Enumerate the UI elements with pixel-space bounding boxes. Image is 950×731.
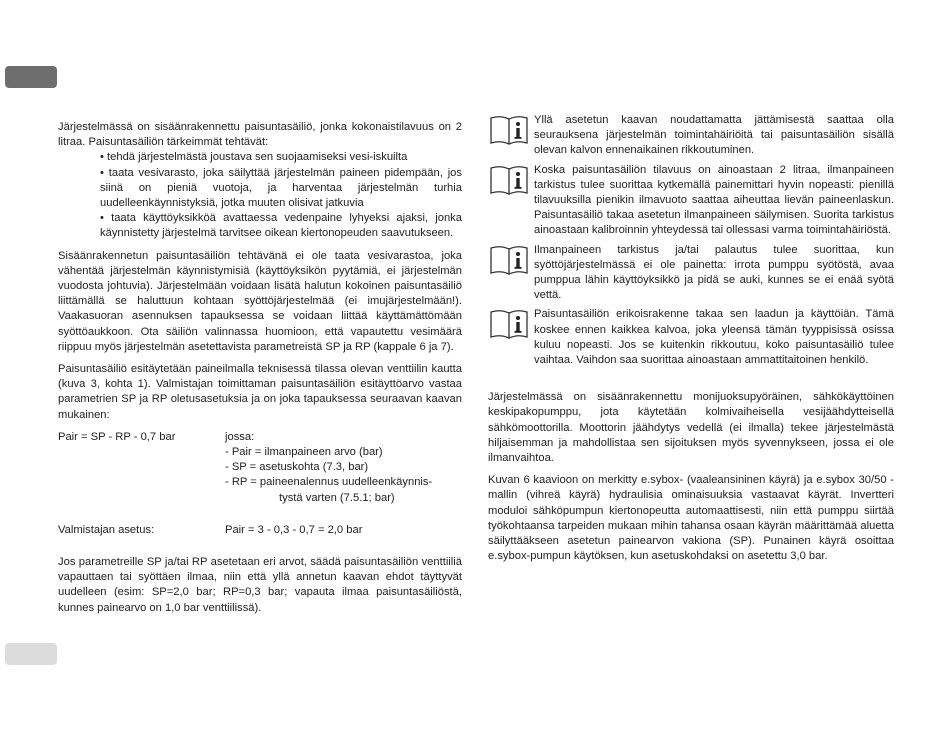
left-column bbox=[58, 120, 462, 623]
pump-description bbox=[488, 390, 894, 564]
formula-item: - RP = paineenalennus uudelleenkäynnis- bbox=[225, 476, 433, 489]
pressure-formula bbox=[58, 430, 462, 506]
paragraph-curves: Kuvan 6 kaavioon on merkitty e.sybox- (vaaleansininen käyrä) ja e.sybox 30/50 -mallin (vihreä käyrä) hydraulisia ominaisuuksia vastaavat käyrät. Invertteri moduloi sähköpumpun kiertonopeutta automaattisesti, niin että pumppu siirtää työkohtaansa tarpeiden mukaan mihin tahansa osaan käyrän määrittämää aluetta säilyttääkseen asetetun painearvon vakiona (SP). Punainen käyrä osoittaa e.sybox-pumpun käytöksen, kun asetuskohdaksi on asetettu 3,0 bar. bbox=[488, 474, 894, 563]
right-column bbox=[488, 113, 894, 571]
note-block bbox=[488, 307, 894, 368]
formula-where: jossa: bbox=[225, 430, 255, 443]
formula-expression: Pair = SP - RP - 0,7 bar bbox=[58, 430, 176, 443]
note-text: Paisuntasäiliön erikoisrakenne takaa sen laadun ja käyttöiän. Tämä koskee ennen kaikkea kalvoa, joka yleensä tämän tyyppisissä osissa kuluu nopeasti. Jos se kuitenkin rikkoutuu, koko paisuntasäiliö tulee vaihtaa. Vaihdon saa suorittaa ainoastaan ammattitaitoinen henkilö. bbox=[534, 308, 894, 367]
paragraph-tank-role: Sisäänrakennetun paisuntasäiliön tehtävänä ei ole taata vesivarastoa, joka vähentää järjestelmän käynnistymisiä (käyttöyksikön pyytämiä, ei järjestelmän vuodosta johtuvia). Järjestelmään voidaan lisätä halutun kokoinen paisuntasäiliö liittämällä se haluttuun kohtaan syöttöjärjestelmää (ei imujärjestelmään!). Vaakasuoran asennuksen tapauksessa se voidaan liittää käyttämättömään syöttöaukkoon. Ota säiliön valinnassa huomioon, että vapautettu vesimäärä riippuu myös järjestelmän asetettavista parametreistä SP ja RP (kappale 6 ja 7). bbox=[58, 249, 462, 353]
manual-info-icon bbox=[488, 308, 534, 340]
paragraph-adjust: Jos parametreille SP ja/tai RP asetetaan eri arvot, säädä paisuntasäiliön venttiiliä vapauttaen tai syöttäen ilmaa, niin että yllä annetun kaavan ehdot täyttyvät uudelleen (esim: SP=2,0 bar; RP=0,3 bar; vapauta ilmaa paisuntasäiliöstä, kunnes painearvo on 1,0 bar venttiilissä). bbox=[58, 556, 462, 614]
note-text: Yllä asetetun kaavan noudattamatta jättämisestä saattaa olla seurauksena järjestelmän toimintahäiriöitä tai paisuntasäiliön sisällä olevan kalvon ennenaikainen rikkoutuminen. bbox=[534, 114, 894, 157]
manual-info-icon bbox=[488, 164, 534, 196]
paragraph-precharge: Paisuntasäiliö esitäytetään paineilmalla teknisessä tilassa olevan venttiilin kautta (kuva 3, kohta 1). Valmistajan toimittaman paisuntasäiliön esitäyttöarvo vastaa parametrien SP ja RP oletusasetuksia ja on joka tapauksessa seuraavan kaavan mukainen: bbox=[58, 363, 462, 421]
manual-info-icon bbox=[488, 114, 534, 146]
note-text: Koska paisuntasäiliön tilavuus on ainoastaan 2 litraa, ilmanpaineen tarkistus tulee suorittaa kytkemällä painemittari hyvin nopeasti: pienillä tilavuuksilla pienikin ilmavuoto saattaa aiheuttaa lievän paineenlaskun. Paisuntasäiliö takaa asetetun ilmanpaineen säilymisen. Suorita tarkistus ainoastaan kalibroinnin yhteydessä tai ollessasi varma toimintahäiriöstä. bbox=[534, 163, 894, 237]
factory-setting bbox=[58, 523, 462, 538]
note-block bbox=[488, 163, 894, 239]
page-tab-bottom bbox=[5, 643, 57, 665]
note-block bbox=[488, 243, 894, 304]
list-item: • tehdä järjestelmästä joustava sen suojaamiseksi vesi-iskuilta bbox=[100, 151, 408, 164]
list-item: • taata vesivarasto, joka säilyttää järjestelmän paineen pidempään, jos siinä on pieniä vuotoja, ja harventaa järjestelmän turhia uudelleenkäynnistyksiä, jotka muuten olisivat jatkuvia bbox=[100, 166, 462, 210]
formula-legend bbox=[225, 430, 462, 506]
manual-info-icon bbox=[488, 244, 534, 276]
formula-item: - Pair = ilmanpaineen arvo (bar) bbox=[225, 446, 383, 459]
list-item: • taata käyttöyksikköä avattaessa vedenpaine lyhyeksi ajaksi, jonka käynnistetty järjestelmä tarvitsee oikean kiertonopeuden saavutukseen. bbox=[100, 212, 462, 240]
function-list bbox=[58, 150, 462, 241]
factory-setting-label: Valmistajan asetus: bbox=[58, 523, 155, 536]
note-text: Ilmanpaineen tarkistus ja/tai palautus tulee suorittaa, kun syöttöjärjestelmässä ei ole painetta: irrota pumppu syötöstä, avaa pumppua lähin käyttöyksikkö ja pidä se auki, kunnes se ei enää syötä vettä. bbox=[534, 243, 894, 302]
paragraph-pump: Järjestelmässä on sisäänrakennettu monijuoksupyöräinen, sähkökäyttöinen keskipakopumppu, jota käytetään kolmivaiheisella vesijäähdytteisellä sähkömoottorilla. Moottorin jäähdytys vedellä (ei ilmalla) tekee järjestelmästä hiljaisemman ja mahdollistaa sen sijoituksen myös syvennykseen, jossa ei ole ilmanvaihtoa. bbox=[488, 391, 894, 465]
formula-item: - SP = asetuskohta (7.3, bar) bbox=[225, 461, 369, 474]
note-block bbox=[488, 113, 894, 159]
intro-paragraph: Järjestelmässä on sisäänrakennettu paisuntasäiliö, jonka kokonaistilavuus on 2 litraa. Paisuntasäiliön tärkeimmät tehtävät: bbox=[58, 121, 462, 149]
formula-item-continuation: tystä varten (7.5.1; bar) bbox=[279, 491, 395, 504]
factory-setting-value: Pair = 3 - 0,3 - 0,7 = 2,0 bar bbox=[225, 523, 363, 536]
page-tab-top bbox=[5, 66, 57, 88]
